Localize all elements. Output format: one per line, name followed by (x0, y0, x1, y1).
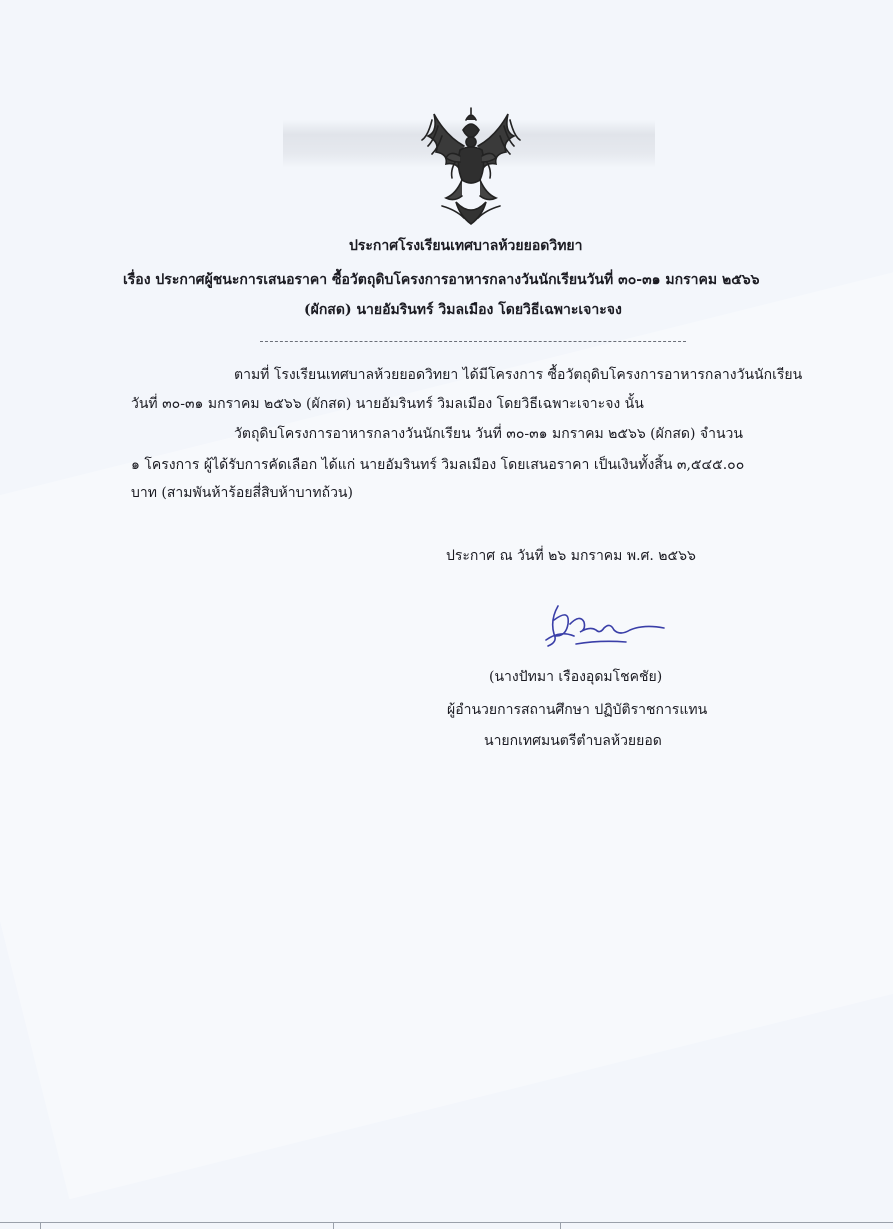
signer-position-continued: นายกเทศมนตรีตำบลห้วยยอด (484, 733, 662, 749)
scan-edge-line (0, 1222, 893, 1223)
announcement-date: ประกาศ ณ วันที่ ๒๖ มกราคม พ.ศ. ๒๕๖๖ (446, 548, 696, 564)
subject-line: เรื่อง ประกาศผู้ชนะการเสนอราคา ซื้อวัตถุดิบโครงการอาหารกลางวันนักเรียนวันที่ ๓๐-๓๑ มกราคม ๒๕๖๖ (123, 272, 760, 288)
signer-name: (นางปัทมา เรืองอุดมโชคชัย) (489, 669, 663, 685)
announcement-title: ประกาศโรงเรียนเทศบาลห้วยยอดวิทยา (349, 238, 583, 254)
scan-edge-tick (560, 1222, 561, 1229)
dashed-divider (260, 341, 686, 342)
body-paragraph-2-line-1: วัตถุดิบโครงการอาหารกลางวันนักเรียน วันที่ ๓๐-๓๑ มกราคม ๒๕๖๖ (ผักสด) จำนวน (234, 426, 743, 442)
subject-line-continued: (ผักสด) นายอัมรินทร์ วิมลเมือง โดยวิธีเฉพาะเจาะจง (304, 302, 622, 318)
handwritten-signature (540, 600, 670, 656)
garuda-emblem-icon (416, 106, 526, 228)
scan-edge-tick (333, 1222, 334, 1229)
body-paragraph-1-line-2: วันที่ ๓๐-๓๑ มกราคม ๒๕๖๖ (ผักสด) นายอัมรินทร์ วิมลเมือง โดยวิธีเฉพาะเจาะจง นั้น (131, 396, 644, 412)
scan-edge-tick (40, 1222, 41, 1229)
signer-position: ผู้อำนวยการสถานศึกษา ปฏิบัติราชการแทน (447, 702, 708, 718)
body-paragraph-1-line-1: ตามที่ โรงเรียนเทศบาลห้วยยอดวิทยา ได้มีโครงการ ซื้อวัตถุดิบโครงการอาหารกลางวันนักเรียน (234, 367, 803, 383)
body-paragraph-2-line-2: ๑ โครงการ ผู้ได้รับการคัดเลือก ได้แก่ นายอัมรินทร์ วิมลเมือง โดยเสนอราคา เป็นเงินทั้งสิ้น ๓,๕๔๕.๐๐ (131, 457, 745, 473)
body-paragraph-2-line-3: บาท (สามพันห้าร้อยสี่สิบห้าบาทถ้วน) (131, 485, 353, 501)
